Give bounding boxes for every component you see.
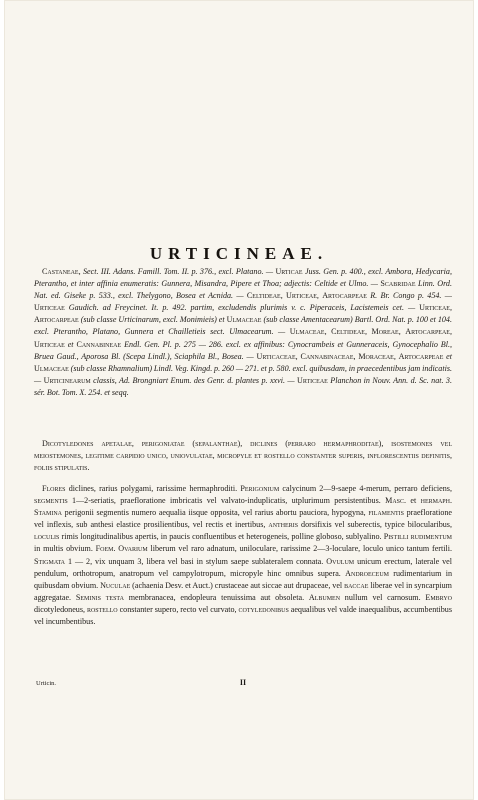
text-run: unicum erectum, laterale vel pendulum, orthotropum, anatropum vel campylotropum, micropyle hinc omnibus supera. bbox=[34, 556, 453, 578]
text-run: , bbox=[324, 327, 332, 337]
small-caps-term: Ulmaceae bbox=[289, 327, 325, 337]
diagnosis-paragraph bbox=[34, 438, 452, 474]
text-run: dicotyledoneus, bbox=[34, 604, 87, 614]
text-run: , bbox=[353, 351, 359, 361]
text-run: et bbox=[64, 339, 77, 349]
small-caps-term: Stamina bbox=[34, 508, 63, 518]
small-caps-term: rostello bbox=[86, 604, 118, 614]
small-caps-term: Embryo bbox=[425, 592, 452, 602]
diagnosis-text: Dicotyledones apetalae, perigoniatae (sepalanthae), diclines (perraro hermaphroditae), isostemones vel meiostemones, legitime carpidio unico, uniovulatae, micropyle et rostello constanter superis, inflorescentiis definitis, foliis stipulatis. bbox=[34, 439, 452, 473]
text-run: et bbox=[406, 496, 421, 506]
text-run: , bbox=[364, 327, 372, 337]
small-caps-term: Artocarpeae bbox=[34, 315, 79, 325]
small-caps-term: Urticeae bbox=[286, 291, 317, 301]
text-run: classis, Ad. Brongniart Enum. des Genr. d. plantes p. xxvi. — bbox=[90, 375, 298, 385]
small-caps-term: Albumen bbox=[308, 592, 341, 602]
small-caps-term: Artocarpeae bbox=[322, 291, 367, 301]
text-run: constanter supero, recto vel curvato, bbox=[117, 604, 239, 614]
small-caps-term: Perigonium bbox=[240, 484, 280, 493]
text-run: diclines, rarius polygami, rarissime hermaphroditi. bbox=[65, 484, 241, 493]
small-caps-term: antheris bbox=[268, 520, 299, 530]
text-run: , bbox=[398, 327, 406, 337]
page-title: URTICINEAE. bbox=[149, 244, 329, 263]
text-run: (achaenia Desv. et Auct.) crustaceae aut siccae aut drupaceae, vel bbox=[130, 580, 345, 590]
text-run: praefloratione vel inflexis, sub anthesi elastice prosilientibus, vel rectis et inertibus, bbox=[34, 508, 453, 530]
small-caps-term: Androeceum bbox=[345, 568, 389, 578]
text-run: (sub classe Amentacearum) Bartl. Ord. Nat. p. 100 et 104. excl. Pteranthо, Platano, Gunnera et Chailletieis sect. Ulmacearum. — bbox=[34, 315, 453, 337]
small-caps-term: Ulmaceae bbox=[34, 363, 69, 373]
text-run: 1—2-seriatis, praefloratione imbricatis vel valvato-induplicatis, utplurimum persistentibus. bbox=[67, 496, 386, 506]
text-run: Gaudich. ad Freycinet. It. p. 492. partim, excludendis plurimis v. c. Piperaceis, Lacistemeis cet. — bbox=[64, 303, 420, 313]
text-run: et bbox=[443, 351, 452, 361]
text-run: , bbox=[393, 351, 399, 361]
text-run: R. Br. Congo p. 454. — bbox=[366, 291, 452, 301]
small-caps-term: Celtideae bbox=[246, 291, 281, 301]
text-run: dorsifixis vel suberectis, typice bilocularibus, bbox=[298, 520, 452, 530]
signature-mark: II bbox=[239, 678, 247, 687]
small-caps-term: Stigmata bbox=[34, 556, 66, 566]
text-run: rimis longitudinalibus apertis, in paucis confluentibus et heterogeneis, polline globoso, sublyalino. bbox=[59, 532, 384, 542]
small-caps-term: Scabridae bbox=[380, 279, 416, 289]
text-run: (sub classe Rhamnalium) Lindl. Veg. Kingd. p. 260 — 271. et p. 580. excl. quibusdam, in praecedentibus jam indicatis. — bbox=[34, 363, 452, 385]
text-run: in multis obvium. bbox=[34, 544, 96, 554]
small-caps-term: hermaph. bbox=[420, 496, 452, 506]
small-caps-term: filamentis bbox=[368, 508, 404, 518]
text-run: calycinum 2—9-saepe 4-merum, perraro deficiens, bbox=[279, 484, 452, 493]
text-run: , Sect. III. Adans. Famill. Tom. II. p. 376., excl. Platano. — bbox=[78, 267, 276, 276]
text-run: liberae vel in syncarpium aggregatae. bbox=[34, 580, 452, 602]
text-run: membranacea, endopleura tenuissima aut obsoleta. bbox=[123, 592, 309, 602]
page-footer bbox=[34, 678, 452, 690]
synonymy-text bbox=[34, 266, 452, 399]
description-paragraph bbox=[34, 483, 452, 628]
small-caps-term: Ovarium bbox=[118, 544, 148, 554]
small-caps-term: segmentis bbox=[34, 496, 68, 506]
small-caps-term: Urticeae bbox=[34, 303, 65, 313]
text-run: , bbox=[316, 291, 323, 301]
text-run: Juss. Gen. p. 400., excl. Ambora, Hedycaria, Pteranthо, et inter affinia enumeratis: Gunnera, Misandra, Pipere et Thoa; adjectis: Celtide et Ulmo. — bbox=[34, 267, 452, 289]
small-caps-term: Urticaceae bbox=[256, 351, 296, 361]
small-caps-term: Cannabinaceae bbox=[300, 351, 354, 361]
small-caps-term: Ovulum bbox=[326, 556, 355, 566]
small-caps-term: Ulmaceae bbox=[226, 315, 262, 325]
small-caps-term: Urticeae bbox=[297, 375, 328, 385]
small-caps-term: cotyledonibus bbox=[238, 604, 289, 614]
small-caps-term: baccae bbox=[344, 580, 369, 590]
text-run: Planchon in Nouv. Ann. d. Sc. nat. 3. sér. Bot. Tom. X. 254. et seqq. bbox=[34, 375, 452, 397]
small-caps-term: Castaneae bbox=[42, 267, 79, 276]
text-run: Endl. Gen. Pl. p. 275 — 286. excl. ex affinibus: Cynocrambeis et Gunneraceis, Gynocephalio Bl., Bruea Gaud., Aporosa Bl. (Scepa Lindl.), Sciaphila Bl., Bosea. — bbox=[34, 339, 452, 361]
text-run: rudimentarium in quibusdam obvium. bbox=[34, 568, 452, 590]
small-caps-term: Celtideae bbox=[331, 327, 365, 337]
small-caps-term: Urticinearum bbox=[43, 375, 91, 385]
small-caps-term: Masc. bbox=[385, 496, 407, 506]
small-caps-term: Artocarpeae bbox=[398, 351, 444, 361]
text-run: , bbox=[295, 351, 301, 361]
small-caps-term: Seminis testa bbox=[75, 592, 124, 602]
text-run: aequalibus vel valde inaequalibus, accumbentibus vel incumbentibus. bbox=[34, 604, 452, 627]
small-caps-term: Cannabineae bbox=[76, 339, 122, 349]
small-caps-term: loculis bbox=[34, 532, 60, 542]
text-run: , bbox=[449, 327, 452, 337]
small-caps-term: Artocarpeae bbox=[405, 327, 450, 337]
small-caps-term: Urticeae bbox=[419, 303, 450, 313]
text-run: , bbox=[280, 291, 287, 301]
small-caps-term: Flores bbox=[42, 484, 66, 493]
text-run: liberum vel raro adnatum, uniloculare, rarissime 2—3-loculare, loculo unico tantum fertili. bbox=[147, 544, 452, 554]
text-run: Linn. Ord. Nat. ed. Giseke p. 533., excl. Thelygono, Bosea et Acnida. — bbox=[34, 279, 452, 301]
small-caps-term: Urticeae bbox=[34, 339, 65, 349]
book-page bbox=[4, 0, 474, 800]
small-caps-term: Pistilli rudimentum bbox=[383, 532, 452, 542]
text-run: , bbox=[449, 303, 452, 313]
small-caps-term: Urticae bbox=[275, 267, 303, 276]
small-caps-term: Moraceae bbox=[358, 351, 394, 361]
text-run: perigonii segmentis numero aequalia iisque opposita, vel rarius abortu pauciora, hypogyna, bbox=[62, 508, 369, 518]
text-run: nullum vel carnosum. bbox=[340, 592, 426, 602]
small-caps-term: Nuculae bbox=[100, 580, 131, 590]
signature-label: Urticin. bbox=[36, 680, 57, 687]
synonymy-paragraph bbox=[34, 266, 452, 399]
small-caps-term: Foem. bbox=[95, 544, 116, 554]
text-run: (sub classe Urticinarum, excl. Monimiеis) et bbox=[78, 315, 227, 325]
text-run: 1 — 2, vix unquam 3, libera vel basi in stylum saepe sublateralem connata. bbox=[65, 556, 327, 566]
description-text bbox=[34, 483, 452, 628]
small-caps-term: Moreae bbox=[371, 327, 399, 337]
